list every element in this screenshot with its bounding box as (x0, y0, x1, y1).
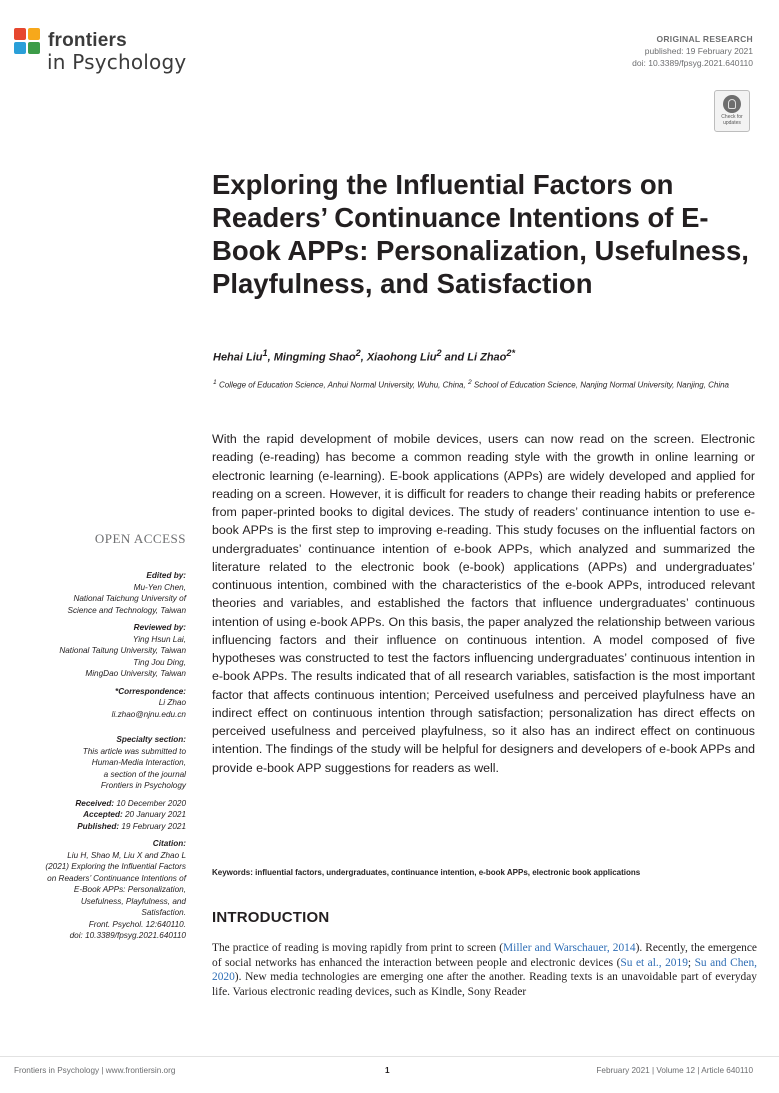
citation-link[interactable]: Su et al., 2019 (620, 956, 688, 969)
citation-line: on Readers’ Continuance Intentions of (47, 873, 186, 883)
date-value: 20 January 2021 (125, 810, 186, 819)
affiliations (213, 376, 748, 392)
citation-label: Citation: (152, 839, 186, 848)
open-access-label: OPEN ACCESS (94, 531, 186, 546)
published-date: published: 19 February 2021 (644, 46, 753, 56)
date-label: Received: (75, 798, 115, 808)
footer-volume-info: February 2021 | Volume 12 | Article 640110 (596, 1066, 753, 1075)
editor-affiliation: National Taichung University of (73, 594, 186, 603)
affiliation-mark: 1 (213, 379, 217, 386)
specialty-line: a section of the journal (103, 769, 186, 779)
editor-name: Mu-Yen Chen, (133, 582, 186, 592)
author-name[interactable]: Hehai Liu (213, 351, 263, 364)
specialty-line: Human-Media Interaction, (91, 758, 186, 767)
author-name[interactable]: Xiaohong Liu (366, 351, 437, 364)
citation-line: Front. Psychol. 12:640110. (88, 919, 186, 929)
author-name[interactable]: Mingming Shao (273, 351, 356, 364)
author-affiliation-mark: 1 (262, 348, 268, 358)
date-label: Accepted: (83, 810, 123, 819)
affiliation-mark: 2 (467, 379, 472, 386)
author-affiliation-mark: 2 (355, 348, 361, 358)
affiliation-text: College of Education Science, Anhui Normal University, Wuhu, China, (218, 380, 466, 390)
page-number: 1 (385, 1066, 390, 1075)
badge-line-1: Check for (721, 114, 743, 120)
author-affiliation-mark: 2 (436, 348, 442, 358)
specialty-line: Frontiers in Psychology (100, 781, 186, 790)
citation-line: Satisfaction. (141, 908, 186, 917)
citation-line: Liu H, Shao M, Liu X and Zhao L (67, 850, 186, 860)
author-list (213, 348, 515, 364)
citation-doi[interactable]: doi: 10.3389/fpsyg.2021.640110 (69, 931, 186, 940)
footer-journal-site[interactable]: Frontiers in Psychology | www.frontiersin.org (14, 1066, 176, 1075)
keywords-text: influential factors, undergraduates, continuance intention, e-book APPs, electronic book applications (255, 868, 641, 877)
check-for-updates-button[interactable] (714, 90, 750, 132)
intro-text-segment: ; (687, 956, 695, 969)
header-doi[interactable]: doi: 10.3389/fpsyg.2021.640110 (632, 58, 753, 68)
citation-link[interactable]: Miller and Warschauer, 2014 (503, 942, 636, 954)
specialty-section-label: Specialty section: (116, 735, 186, 744)
intro-text-segment: ). Recently, the emergence of social networks has enhanced the interaction between people and electronic devices ( (212, 942, 757, 969)
edited-by-label: Edited by: (146, 571, 186, 580)
author-separator: and (441, 351, 468, 364)
editor-affiliation: Science and Technology, Taiwan (67, 605, 186, 615)
logo-brand-text: frontiers (48, 30, 127, 51)
introduction-paragraph (212, 941, 757, 999)
abstract: With the rapid development of mobile devices, users can now read on the screen. Electronic reading (e-reading) has become a common reading style with the growth in online learning or electronic learning (e-learning). E-book applications (APPs) are widely developed and applied for reading on a screen. However, it is difficult for readers to change their reading habits or preference from paper-printed books to digital devices. The study of readers’ continuance intention to use e-book APPs is the first step to improving e-reading. This study focuses on the influential factors on undergraduates’ continuance intention of e-book APPs, which analyzed and summarized the literature related to the electronic book (e-book) applications (APPs) and undergraduates’ continuous intention, combined with the characteristics of the e-book APPs, introduced relevant theories and variables, and established the factors that influence undergraduates’ continuous intention of using e-book APPs. On this basis, the paper analyzed the relationship between various influencing factors and their influence on continuous intention. A model composed of five hypotheses was constructed to test the factors influencing undergraduates’ continuous intention in e-book APPs. The results indicated that of all research variables, satisfaction is the most important factor that affects continuous intention; Perceived usefulness and perceived playfulness have an indirect effect on continuous intention through satisfaction; personalization has direct effects on perceived usefulness and perceived playfulness, so it also has an indirect effect on continuous intention. The findings of the study will be helpful for designers and developers of e-book APPs and provide e-book APP suggestions for readers as well. (212, 432, 755, 775)
keywords (212, 868, 757, 877)
reviewer-affiliation: National Taitung University, Taiwan (59, 646, 186, 655)
article-info-sidebar (12, 531, 186, 942)
section-heading-introduction: INTRODUCTION (212, 909, 330, 926)
bookmark-icon (723, 95, 741, 113)
date-published (12, 821, 186, 833)
reviewer-affiliation: MingDao University, Taiwan (85, 669, 186, 678)
logo-journal-text: in Psychology (47, 50, 187, 74)
author-name[interactable]: Li Zhao (467, 351, 507, 364)
date-accepted (12, 809, 186, 821)
author-affiliation-mark: 2* (506, 348, 516, 358)
intro-text-segment: ). New media technologies are emerging one after the another. Reading texts is an unavoidable part of everyday life. Various electronic reading devices, such as Kindle, Sony Reader (212, 971, 757, 998)
keywords-label: Keywords: (212, 868, 253, 877)
citation-line: Usefulness, Playfulness, and (80, 896, 186, 906)
affiliation-text: School of Education Science, Nanjing Normal University, Nanjing, China (473, 380, 729, 390)
article-title: Exploring the Influential Factors on Readers’ Continuance Intentions of E-Book APPs: Personalization, Usefulness, Playfulness, and Satisfaction (212, 169, 749, 299)
footer-divider (0, 1056, 779, 1057)
reviewer-name: Ying Hsun Lai, (132, 634, 186, 644)
citation-line: (2021) Exploring the Influential Factors (45, 862, 186, 871)
correspondence-name: Li Zhao (158, 698, 186, 707)
correspondence-email[interactable]: li.zhao@njnu.edu.cn (111, 709, 186, 719)
date-received (12, 798, 186, 810)
frontiers-logo-icon (14, 28, 42, 56)
date-label: Published: (77, 821, 120, 831)
reviewed-by-label: Reviewed by: (133, 623, 186, 632)
article-type: ORIGINAL RESEARCH (656, 34, 753, 44)
citation-line: E-Book APPs: Personalization, (73, 885, 186, 894)
intro-text-segment: The practice of reading is moving rapidly from print to screen ( (212, 942, 504, 954)
correspondence-label: *Correspondence: (115, 686, 186, 696)
badge-line-2: updates (723, 120, 741, 126)
citation-link[interactable]: Su and Chen, 2020 (212, 956, 757, 984)
journal-logo[interactable] (14, 24, 204, 74)
reviewer-name: Ting Jou Ding, (133, 657, 186, 667)
author-separator: , (267, 351, 274, 364)
specialty-line: This article was submitted to (82, 746, 186, 756)
author-separator: , (360, 351, 367, 364)
date-value: 19 February 2021 (121, 821, 186, 831)
date-value: 10 December 2020 (116, 798, 186, 808)
